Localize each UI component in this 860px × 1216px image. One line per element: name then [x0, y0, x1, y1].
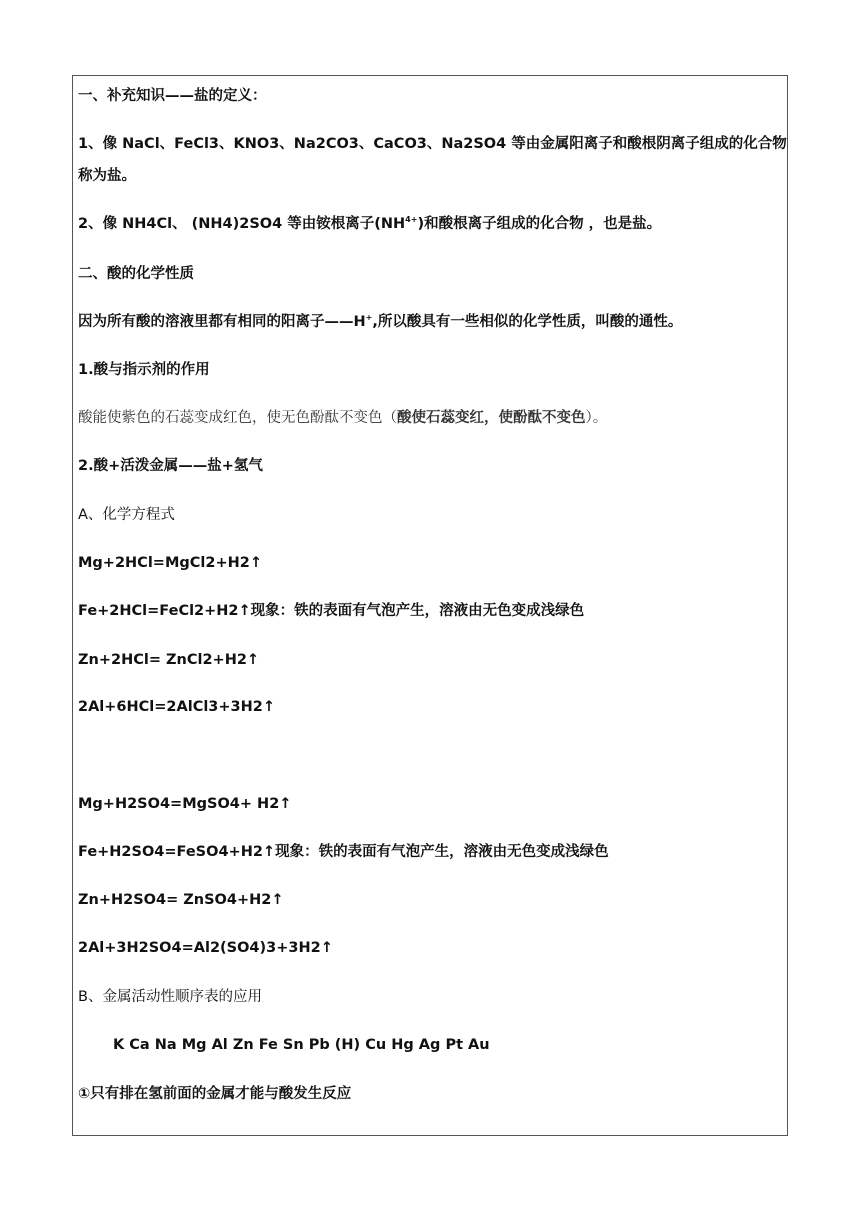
- equation-fe-hcl: Fe+2HCl=FeCl2+H2↑现象：铁的表面有气泡产生，溶液由无色变成浅绿色: [78, 603, 585, 619]
- section2-title: 二、酸的化学性质: [78, 266, 194, 282]
- indicator-description: 酸能使紫色的石蕊变成红色，使无色酚酞不变色（酸使石蕊变红，使酚酞不变色）。: [78, 410, 608, 426]
- part-b-title: B、金属活动性顺序表的应用: [78, 989, 262, 1005]
- activity-series: K Ca Na Mg Al Zn Fe Sn Pb (H) Cu Hg Ag Pt Au: [113, 1037, 490, 1053]
- part-a-title: A、化学方程式: [78, 507, 175, 523]
- equation-zn-h2so4: Zn+H2SO4= ZnSO4+H2↑: [78, 892, 284, 908]
- section1-paragraph2: 2、像 NH4Cl、 (NH4)2SO4 等由铵根离子$(NH^{4+})$和酸根离子组成的化合物 ，也是盐。: [78, 215, 662, 232]
- equation-al-hcl: 2Al+6HCl=2AlCl3+3H2↑: [78, 699, 276, 715]
- section1-paragraph1: 1、像 NaCl、FeCl3、KNO3、Na2CO3、CaCO3、Na2SO4 等由金属阳离子和酸根阴离子组成的化合物称为盐。: [78, 136, 787, 184]
- equation-fe-h2so4: Fe+H2SO4=FeSO4+H2↑现象：铁的表面有气泡产生，溶液由无色变成浅绿色: [78, 844, 609, 860]
- equation-mg-h2so4: Mg+H2SO4=MgSO4+ H2↑: [78, 796, 292, 812]
- equation-mg-hcl: Mg+2HCl=MgCl2+H2↑: [78, 555, 262, 571]
- subsection2-title: 2.酸+活泼金属——盐+氢气: [78, 458, 263, 474]
- subsection1-title: 1.酸与指示剂的作用: [78, 362, 210, 378]
- equation-al-h2so4: 2Al+3H2SO4=Al2(SO4)3+3H2↑: [78, 940, 333, 956]
- section1-title: 一、补充知识——盐的定义：: [78, 88, 267, 104]
- equation-zn-hcl: Zn+2HCl= ZnCl2+H2↑: [78, 652, 260, 668]
- rule-1: ①只有排在氢前面的金属才能与酸发生反应: [78, 1086, 352, 1102]
- section2-intro: 因为所有酸的溶液里都有相同的阳离子——H+,所以酸具有一些相似的化学性质，叫酸的通性。: [78, 313, 683, 330]
